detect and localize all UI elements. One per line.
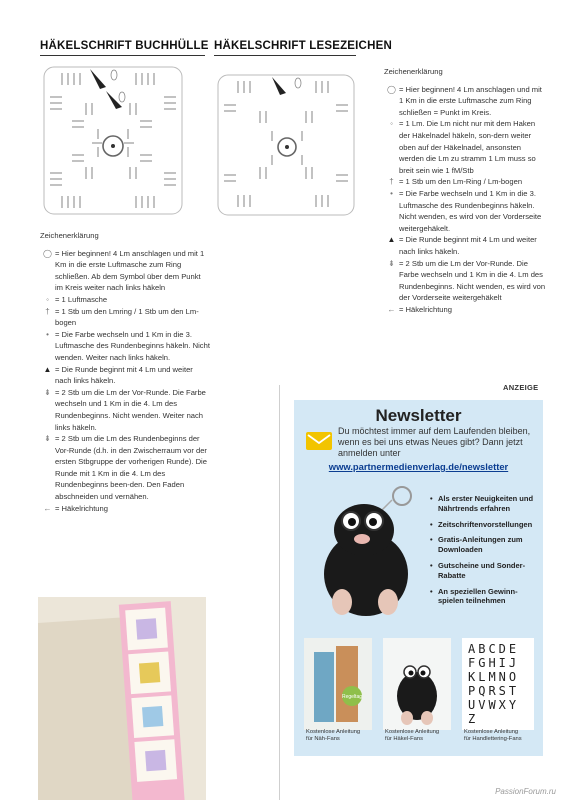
crochet-chart-bookmark	[214, 71, 360, 218]
treble-stitch-icon: †	[45, 306, 50, 316]
ad-bullet	[430, 535, 540, 555]
legend-item	[40, 503, 210, 515]
chain-stitch-icon: ◦	[46, 294, 49, 304]
ad-bullet	[430, 561, 540, 581]
bullet-icon: •	[430, 560, 433, 570]
legend-item	[40, 329, 210, 364]
caption-line: für Handlettering-Fans	[464, 736, 522, 742]
chain-stitch-icon: ◦	[390, 119, 393, 129]
legend-text: = 1 Luftmasche	[55, 294, 108, 304]
legend-title: Zeichenerklärung	[384, 67, 443, 76]
ad-bullet-text: Als erster Neuigkeiten und Nährtrends erfahren	[438, 494, 534, 513]
ad-bullet-text: Zeitschriftenvorstellungen	[438, 519, 533, 529]
ad-label: ANZEIGE	[503, 383, 539, 392]
two-treble-gap-icon: ⇟	[44, 434, 51, 444]
legend-text: = Die Farbe wechseln und 1 Km in die 3. Luftmasche des Rundenbeginns häkeln. Nicht wenden. Weiter nach links häkeln.	[55, 329, 210, 362]
lettering-thumbnail[interactable]	[462, 638, 534, 730]
legend-item	[384, 84, 546, 119]
round-start-icon: ▲	[43, 364, 52, 374]
heading-rule-left	[40, 55, 205, 56]
ad-bullet-text: An speziellen Gewinn-spielen teilnehmen	[438, 586, 518, 606]
two-treble-icon: ⇟	[44, 387, 51, 397]
treble-stitch-icon: †	[389, 177, 394, 187]
newsletter-link[interactable]: www.partnermedienverlag.de/newsletter	[328, 461, 509, 472]
bullet-icon: •	[430, 586, 433, 596]
ad-bullet	[430, 494, 540, 514]
legend-item	[40, 294, 210, 306]
crochet-mole-image	[304, 484, 426, 626]
legend-item	[40, 248, 210, 294]
lettering-alphabet: ABCDE FGHIJ KLMNO PQRST UVWXYZ	[468, 642, 520, 726]
legend-text: = Häkelrichtung	[55, 503, 108, 513]
crochet-chart-book-cover	[40, 63, 186, 218]
legend-text: = Die Farbe wechseln und 1 Km in die 3. Luftmasche des Rundenbeginns häkeln. Nicht wenden, es wird von der Vorderseite weitergehäkelt.	[399, 188, 542, 233]
legend-text: = 1 Stb um den Lmring / 1 Stb um den Lm-bogen	[55, 306, 199, 328]
magic-ring-icon: ◯	[387, 84, 396, 94]
ad-bullet	[430, 520, 540, 530]
caption-line: für Näh-Fans	[306, 736, 340, 742]
bullet-icon: •	[430, 535, 433, 545]
legend-text: = 2 Stb um die Lm der Vor-Runde. Die Farbe wechseln und 1 Km in die 4. Lm des Rundenbeginns. Nicht wenden. Weiter nach links häkeln.	[55, 387, 206, 432]
magic-ring-icon: ◯	[43, 248, 52, 258]
legend-item	[384, 304, 546, 316]
round-start-icon: ▲	[387, 235, 396, 245]
legend-text: = Hier beginnen! 4 Lm anschlagen und mit 1 Km in die erste Luftmasche zum Ring schließen. Ab dem Symbol über dem Punkt im Kreis weiter nach links häkeln	[55, 248, 205, 293]
mail-icon	[306, 432, 332, 450]
legend-item	[384, 258, 546, 304]
bookmark-photo	[38, 597, 206, 800]
footer-watermark: PassionForum.ru	[495, 787, 556, 796]
legend-item	[40, 364, 210, 387]
ad-bullet-list	[430, 494, 540, 612]
caption-line: Kostenlose Anleitung	[385, 729, 440, 735]
legend-text: = Die Runde beginnt mit 4 Lm und weiter nach links häkeln.	[399, 235, 537, 256]
legend-title: Zeichenerklärung	[40, 231, 99, 240]
color-change-icon: •	[390, 188, 393, 198]
legend-item	[384, 176, 546, 188]
legend-text: = 1 Stb um den Lm-Ring / Lm-bogen	[399, 177, 523, 187]
ad-bullet	[430, 587, 540, 607]
column-divider	[279, 385, 280, 800]
ad-description: Du möchtest immer auf dem Laufenden bleiben, wenn es bei uns etwas Neues gibt? Dann jetzt anmelden unter	[338, 426, 531, 458]
heading-bookmark: HÄKELSCHRIFT LESEZEICHEN	[214, 40, 392, 52]
newsletter-ad[interactable]	[294, 400, 543, 756]
legend-item	[384, 118, 546, 176]
heading-rule-right	[214, 55, 356, 56]
legend-text: = Die Runde beginnt mit 4 Lm und weiter nach links häkeln.	[55, 364, 193, 386]
legend-book-cover	[40, 230, 210, 514]
ad-bullet-text: Gratis-Anleitungen zum Downloaden	[438, 535, 523, 555]
legend-item	[384, 188, 546, 234]
legend-item	[40, 306, 210, 329]
legend-item	[40, 433, 210, 503]
caption-line: Kostenlose Anleitung	[306, 729, 361, 735]
heading-book-cover: HÄKELSCHRIFT BUCHHÜLLE	[40, 40, 209, 52]
direction-arrow-icon: ←	[43, 503, 52, 513]
thumb-caption	[306, 729, 360, 743]
legend-item	[384, 234, 546, 257]
two-treble-icon: ⇟	[388, 258, 395, 268]
caption-line: für Häkel-Fans	[385, 736, 424, 742]
legend-text: = Häkelrichtung	[399, 304, 452, 314]
bullet-icon: •	[430, 494, 433, 503]
legend-text: = 2 Stb um die Lm des Rundenbeginns der Vor-Runde (d.h. in den Zwischerraum vor der ersten Stbgruppe der vorherigen Runde). Die Runde mit 1 Km in die 4. Lm des Rundenbeginns been-den. Den Faden abschneiden und vernähen.	[55, 434, 207, 502]
thumb-caption	[464, 729, 522, 743]
crochet-thumbnail[interactable]	[383, 638, 451, 730]
direction-arrow-icon: ←	[387, 304, 396, 314]
sewing-thumbnail[interactable]	[304, 638, 372, 730]
bullet-icon: •	[430, 519, 433, 529]
ad-bullet-text: Gutscheine und Sonder-Rabatte	[438, 560, 526, 580]
legend-item	[40, 387, 210, 433]
color-change-icon: •	[46, 329, 49, 339]
ad-title: Newsletter	[375, 406, 462, 425]
caption-line: Kostenlose Anleitung	[464, 729, 519, 735]
legend-text: = 2 Stb um die Lm der Vor-Runde. Die Farbe wechseln und 1 Km in die 4. Lm des Rundenbeginns. Nicht wenden, es wird von der Vorderseite weitergehäkelt	[399, 258, 546, 303]
legend-bookmark	[384, 66, 546, 315]
thumb-caption	[385, 729, 439, 743]
legend-text: = 1 Lm. Die Lm nicht nur mit dem Haken der Häkelnadel häkeln, son-dern weiter oben auf der Häkelnadel, ansonsten werden die Lm zu stramm 1 Lm muss so breit sein wie 1 fM/Stb	[399, 119, 536, 175]
legend-text: = Hier beginnen! 4 Lm anschlagen und mit 1 Km in die erste Luftmasche zum Ring schließen = Punkt im Kreis.	[399, 84, 542, 117]
sticker-text: Regeltag	[341, 694, 363, 700]
